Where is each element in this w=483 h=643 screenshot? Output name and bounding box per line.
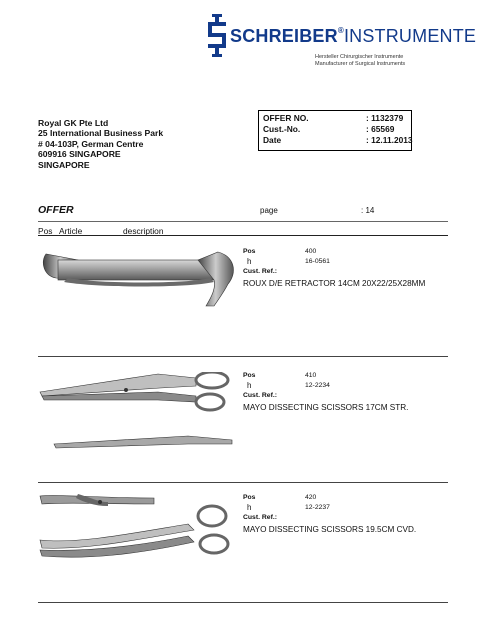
page-label: page [260,206,278,215]
pos-label: Pos [243,372,256,379]
item-divider [38,356,448,357]
offer-item [38,372,448,482]
item-divider [38,602,448,603]
offer-no-value: : 1132379 [366,113,404,123]
unit-symbol: h [247,381,252,390]
pos-value: 410 [305,372,317,379]
schreiber-logo [206,14,477,67]
cust-ref-label: Cust. Ref.: [243,268,277,275]
item-divider [38,482,448,483]
date-value: : 12.11.2013 [366,135,413,145]
pos-label: Pos [243,494,256,501]
cust-no-value: : 65569 [366,124,395,134]
brand-subtitle-en: Manufacturer of Surgical Instruments [315,61,406,67]
cust-ref-label: Cust. Ref.: [243,392,277,399]
column-header-pos: Pos [38,226,53,236]
cust-ref-label: Cust. Ref.: [243,514,277,521]
offer-info-box [258,110,412,151]
address-line: SINGAPORE [38,159,90,170]
retractor-image [38,248,238,308]
schreiber-emblem-icon [206,14,228,60]
brand-subtitle-de: Hersteller Chirurgischer Instrumente [315,54,404,60]
curved-scissors-image [38,494,238,574]
address-line: 609916 SINGAPORE [38,149,121,160]
pos-value: 400 [305,248,317,255]
pos-label: Pos [243,248,256,255]
date-label: Date [263,135,282,145]
offer-item [38,248,448,356]
unit-symbol: h [247,257,252,266]
cust-no-label: Cust.-No. [263,124,301,134]
article-number: 12-2237 [305,504,330,511]
address-line: # 04-103P, German Centre [38,138,144,149]
offer-item [38,494,448,602]
pos-value: 420 [305,494,317,501]
column-header-article: Article [59,226,83,236]
address-line: 25 International Business Park [38,128,164,139]
item-description: MAYO DISSECTING SCISSORS 19.5CM CVD. [243,525,417,534]
page-number: : 14 [361,206,375,215]
brand-name: SCHREIBER®INSTRUMENTE [230,26,477,46]
article-number: 12-2234 [305,382,330,389]
item-description: ROUX D/E RETRACTOR 14CM 20X22/25X28MM [243,279,426,288]
divider [38,221,448,222]
straight-scissors-image [38,372,238,452]
document-title: OFFER [38,204,74,216]
column-header-description: description [123,226,164,236]
customer-address [38,118,163,170]
unit-symbol: h [247,503,252,512]
offer-no-label: OFFER NO. [263,113,309,123]
item-description: MAYO DISSECTING SCISSORS 17CM STR. [243,403,409,412]
article-number: 16-0561 [305,258,330,265]
address-line: Royal GK Pte Ltd [38,118,109,128]
header-divider [38,235,448,236]
